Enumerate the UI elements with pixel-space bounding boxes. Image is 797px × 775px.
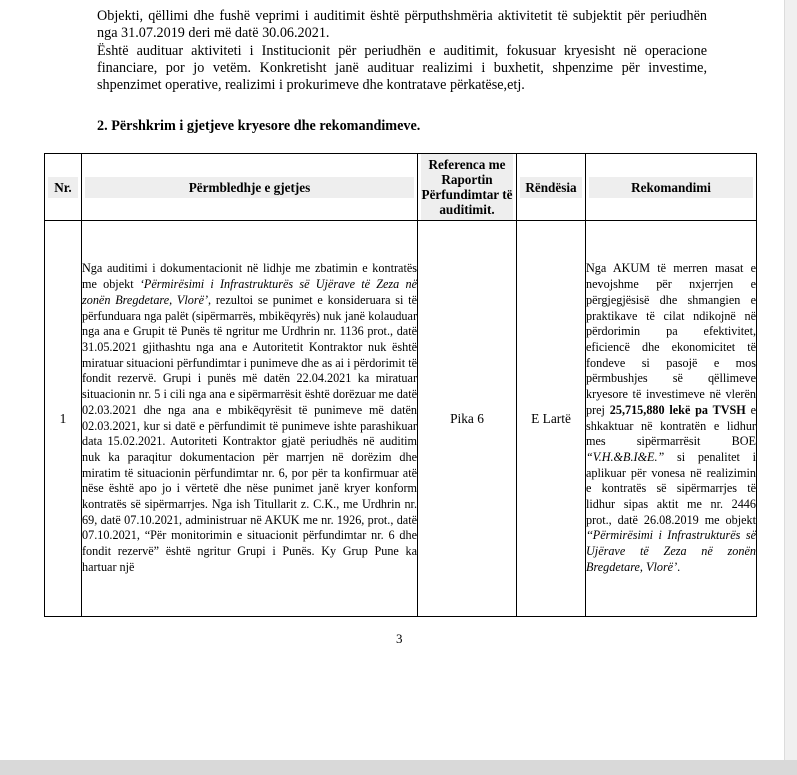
amount-bold: 25,715,880 lekë pa TVSH <box>609 402 746 417</box>
report-reference: Pika 6 <box>418 221 517 617</box>
header-importance: Rëndësia <box>517 154 586 221</box>
intro-text <box>97 8 707 94</box>
header-reference: Referenca me Raportin Përfundimtar të auditimit. <box>418 154 517 221</box>
viewer-page-gap <box>0 760 797 775</box>
intro-paragraph-1: Objekti, qëllimi dhe fushë veprimi i auditimit është përputhshmëria aktivitetit të subjektit për periudhën nga 31.07.2019 deri më datë 30.06.2021. <box>97 8 707 42</box>
importance-level: E Lartë <box>517 221 586 617</box>
table-header-row <box>45 154 757 221</box>
header-summary: Përmbledhje e gjetjes <box>82 154 418 221</box>
findings-table <box>44 153 757 617</box>
viewer-scroll-edge[interactable] <box>784 0 797 760</box>
row-number: 1 <box>45 221 82 617</box>
header-nr: Nr. <box>45 154 82 221</box>
finding-summary: Nga auditimi i dokumentacionit në lidhje me zbatimin e kontratës me objekt ‘Përmirësimi i Infrastrukturës së Ujërave të Zeza në zonën Bregdetare, Vlorë’, rezultoi se punimet e konsideruara si të përfunduara nga palët (sipërmarrës, mbikëqyrës) nuk janë kolauduar nga ana e Grupit të Punës të ngritur me Urdhrin nr. 1136 prot., datë 31.05.2021 gjithashtu nga ana e Autoritetit Kontraktor nuk është miratuar situacioni përfundimtar i punimeve dhe as ai i përdorimit të fondit rezervë. Grupi i punës më datën 22.04.2021 ka miratuar situacionin nr. 5 i cili nga ana e sipërmarrësit është dorëzuar me datë 02.03.2021 dhe nga ana e mbikëqyrësit të punimeve më datën 02.03.2021, kur si datë e përfundimit të punimeve ishte parashikuar data 15.02.2021. Autoriteti Kontraktor gjatë periudhës në auditim nuk ka paraqitur dokumentacion për marrjen në dorëzim dhe miratim të situacionin përfundimtar nr. 6, por për ta konfirmuar atë nëse është apo jo i vërtetë dhe nëse punimet janë kryer konform kontratës së sipërmarrjes. Nga ish Titullarit z. C.K., me Urdhrin nr. 69, datë 07.10.2021, administruar në AKUK me nr. 1926, prot., datë 07.10.2021, “Për monitorimin e situacionit përfundimtar nr. 6 dhe fondit rezervë” është ngritur Grupi i Punës. Ky Grup Pune ka hartuar një <box>82 221 418 617</box>
page-number: 3 <box>396 631 403 646</box>
intro-paragraph-2: Është audituar aktiviteti i Institucionit për periudhën e auditimit, fokusuar kryesisht në operacione financiare, por jo vetëm. Konkretisht janë audituar realizimi i buxhetit, shpenzime për investime, shpenzimet operative, realizimi i prokurimeve dhe kontratave përkatëse,etj. <box>97 42 707 94</box>
header-recommendation: Rekomandimi <box>586 154 757 221</box>
recommendation-text: Nga AKUM të merren masat e nevojshme për nxjerrjen e përgjegjësisë dhe shmangien e praktikave të cilat ndikojnë në përdorimin pa efektivitet, eficiencë dhe ekonomicitet të fondeve si pasojë e mos përmbushjes së qëllimeve kryesore të investimeve në vlerën prej 25,715,880 lekë pa TVSH e shkaktuar në kontratën e lidhur mes sipërmarrësit BOE “V.H.&B.I&E.” si penalitet i aplikuar për vonesa në realizimin e kontratës së sipërmarrjes të lidhur sipas aktit me nr. 2446 prot., datë 26.08.2019 me objekt ‘‘Përmirësimi i Infrastrukturës së Ujërave të Zeza në zonën Bregdetare, Vlorë’. <box>586 221 757 617</box>
table-row <box>45 221 757 617</box>
section-heading: 2. Përshkrim i gjetjeve kryesore dhe rekomandimeve. <box>97 118 421 134</box>
contract-object-italic: ‘Përmirësimi i Infrastrukturës së Ujërave të Zeza në zonën Bregdetare, Vlorë’ <box>82 277 417 307</box>
